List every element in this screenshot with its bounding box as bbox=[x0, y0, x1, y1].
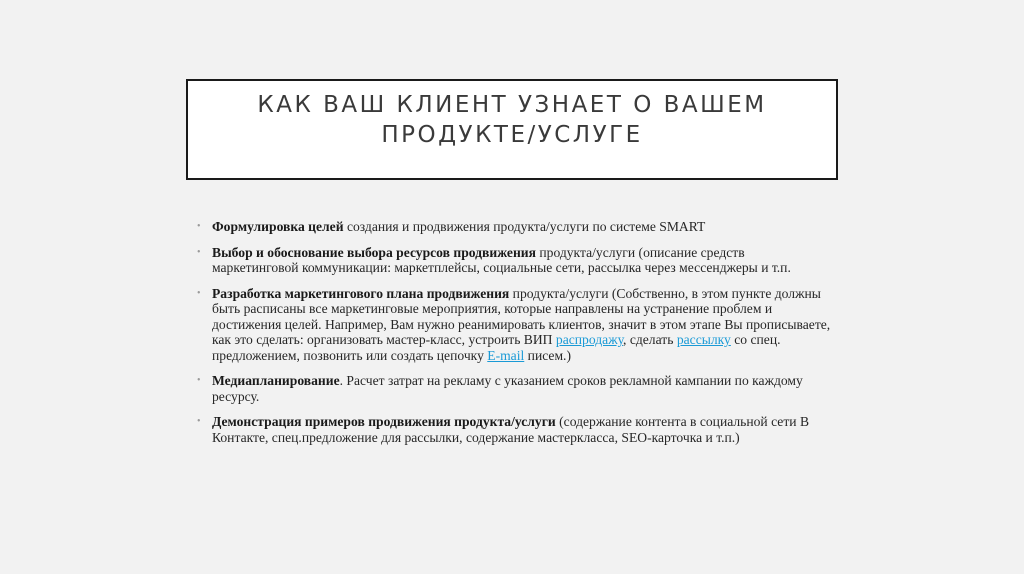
item-text: продукта/услуги (описание средств маркетинговой коммуникации: маркетплейсы, социальные сети, рассылка через мессенджеры и т.п. bbox=[212, 244, 791, 275]
item-bold: Выбор и обоснование выбора ресурсов продвижения bbox=[212, 244, 536, 260]
link-email[interactable]: E-mail bbox=[487, 347, 525, 363]
item-text: писем.) bbox=[524, 347, 571, 363]
item-text: продукта/услуги (Собственно, в этом пункте должны быть расписаны все маркетинговые мероприятия, которые направлены на устранение проблем и достижения целей. Например, Вам нужно реанимировать клиентов, значит в этом этапе Вы прописываете, как это сделать: организовать мастер-класс, устроить ВИП bbox=[212, 285, 831, 347]
list-item bbox=[197, 219, 833, 235]
item-bold: Демонстрация примеров продвижения продукта/услуги bbox=[212, 414, 556, 429]
bullet-list bbox=[197, 219, 833, 455]
title-box bbox=[186, 79, 838, 180]
item-text: , сделать bbox=[623, 332, 677, 347]
bullet-icon: • bbox=[197, 287, 201, 299]
list-item bbox=[197, 286, 833, 364]
link-mailing[interactable]: рассылку bbox=[676, 332, 731, 347]
bullet-icon: • bbox=[197, 416, 201, 427]
bullet-icon: • bbox=[197, 246, 201, 258]
link-sale[interactable]: распродажу bbox=[555, 332, 624, 347]
list-item bbox=[197, 245, 833, 276]
item-text: . Расчет затрат на рекламу с указанием сроков рекламной кампании по каждому ресурсу. bbox=[212, 373, 803, 404]
bullet-icon: • bbox=[197, 221, 201, 232]
slide-title: КАК ВАШ КЛИЕНТ УЗНАЕТ О ВАШЕМ ПРОДУКТЕ/УСЛУГЕ bbox=[257, 92, 767, 148]
list-item bbox=[197, 373, 833, 404]
item-text: (содержание контента в социальной сети В Контакте, спец.предложение для рассылки, содержание мастеркласса, SEO-карточка и т.п.) bbox=[212, 414, 810, 445]
bullet-icon: • bbox=[197, 375, 201, 386]
item-text: создания и продвижения продукта/услуги по системе SMART bbox=[343, 219, 706, 234]
list-item bbox=[197, 414, 833, 445]
item-bold: Медиапланирование bbox=[212, 373, 340, 388]
item-bold: Формулировка целей bbox=[212, 219, 344, 234]
item-text: со спец. предложением, позвонить или создать цепочку bbox=[212, 332, 781, 363]
item-bold: Разработка маркетингового плана продвижения bbox=[212, 285, 510, 301]
